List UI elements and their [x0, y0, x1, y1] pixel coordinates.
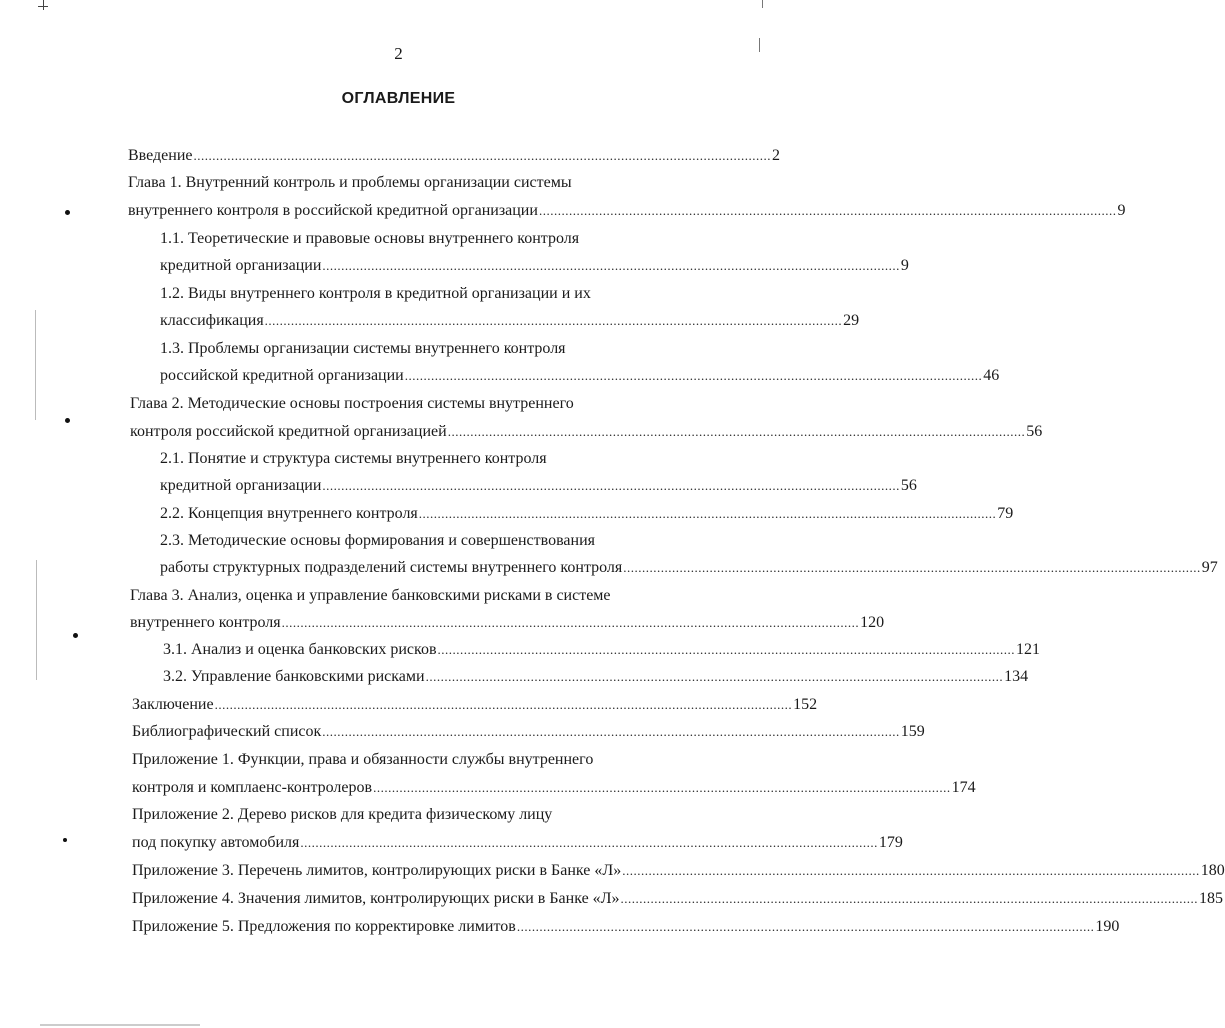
toc-entry-title: Приложение 3. Перечень лимитов, контролирующих риски в Банке «Л»: [132, 862, 622, 879]
toc-entry-title: 2.3. Методические основы формирования и совершенствования: [160, 532, 596, 549]
dot-leader: ..........................................................................................................................................................: [447, 424, 1026, 439]
toc-entry-title: Приложение 1. Функции, права и обязанности службы внутреннего: [132, 751, 594, 768]
dot-leader: ..........................................................................................................................................................: [322, 724, 900, 739]
toc-page-number: 185: [1199, 890, 1224, 907]
toc-page-number: 56: [900, 477, 917, 494]
toc-page-number: 152: [793, 696, 818, 713]
toc-page-number: 29: [843, 312, 860, 329]
toc-entry-title-cont: классификация: [160, 312, 264, 329]
dot-leader: ..........................................................................................................................................................: [404, 368, 983, 383]
scan-speck: [65, 210, 70, 215]
toc-page-number: 179: [878, 834, 903, 851]
toc-page-number: 79: [997, 505, 1014, 522]
dot-leader: ..........................................................................................................................................................: [622, 863, 1200, 878]
toc-entry-title: 3.2. Управление банковскими рисками: [163, 668, 425, 685]
toc-entry-title: 2.1. Понятие и структура системы внутреннего контроля: [160, 450, 547, 467]
scan-edge-line: [759, 38, 760, 52]
toc-page-number: 174: [951, 779, 976, 796]
scan-speck: [73, 633, 78, 638]
toc-page-number: 56: [1026, 423, 1043, 440]
toc-entry-title: 1.3. Проблемы организации системы внутреннего контроля: [160, 340, 566, 357]
toc-entry-title-cont: под покупку автомобиля: [132, 834, 300, 851]
dot-leader: ..........................................................................................................................................................: [516, 919, 1095, 934]
dot-leader: ..........................................................................................................................................................: [264, 313, 843, 328]
scan-speck: [63, 838, 67, 842]
toc-entry-title: 3.1. Анализ и оценка банковских рисков: [163, 641, 437, 658]
toc-entry-title: Введение: [128, 147, 193, 164]
dot-leader: ..........................................................................................................................................................: [437, 642, 1015, 657]
page-title: ОГЛАВЛЕНИЕ: [341, 90, 456, 107]
dot-leader: ..........................................................................................................................................................: [425, 669, 1004, 684]
dot-leader: ..........................................................................................................................................................: [538, 203, 1117, 218]
toc-entry-title: Приложение 5. Предложения по корректировке лимитов: [132, 918, 516, 935]
scan-edge-line: [35, 310, 36, 420]
dot-leader: ..........................................................................................................................................................: [418, 506, 997, 521]
toc-page-number: 46: [983, 367, 1000, 384]
toc-page-number: 9: [1117, 202, 1126, 219]
scan-edge-mark: [40, 1024, 200, 1026]
page-number: 2: [394, 44, 403, 63]
toc-entry-title: Приложение 4. Значения лимитов, контролирующих риски в Банке «Л»: [132, 890, 620, 907]
toc-entry-title: Заключение: [132, 696, 214, 713]
toc-entry-title-cont: контроля российской кредитной организацией: [130, 423, 447, 440]
dot-leader: ..........................................................................................................................................................: [373, 780, 951, 795]
toc-page-number: 2: [772, 147, 780, 164]
toc-page-number: 134: [1004, 668, 1029, 685]
scan-edge-line: [36, 560, 37, 680]
toc-entry-title-cont: российской кредитной организации: [160, 367, 404, 384]
scan-edge-mark: [43, 0, 44, 10]
toc-entry-title-cont: внутреннего контроля: [130, 614, 281, 631]
toc-page-number: 121: [1016, 641, 1040, 658]
toc-entry-title: Глава 2. Методические основы построения системы внутреннего: [130, 395, 574, 412]
toc-entry-title-cont: кредитной организации: [160, 257, 322, 274]
toc-entry-title: Библиографический список: [132, 723, 322, 740]
dot-leader: ..........................................................................................................................................................: [623, 560, 1201, 575]
dot-leader: ..........................................................................................................................................................: [300, 835, 878, 850]
dot-leader: ..........................................................................................................................................................: [322, 258, 900, 273]
toc-entry-title: 1.2. Виды внутреннего контроля в кредитной организации и их: [160, 285, 591, 302]
toc-entry-title-cont: контроля и комплаенс-контролеров: [132, 779, 373, 796]
toc-entry-title: Приложение 2. Дерево рисков для кредита физическому лицу: [132, 806, 553, 823]
dot-leader: ..........................................................................................................................................................: [620, 891, 1199, 906]
dot-leader: ..........................................................................................................................................................: [281, 615, 860, 630]
toc-entry-title-cont: внутреннего контроля в российской кредитной организации: [128, 202, 538, 219]
toc-page-number: 9: [900, 257, 909, 274]
toc-page-number: 159: [900, 723, 925, 740]
toc-page-number: 97: [1201, 559, 1218, 576]
toc-entry-title: Глава 1. Внутренний контроль и проблемы организации системы: [128, 174, 572, 191]
toc-entry-title: Глава 3. Анализ, оценка и управление банковскими рисками в системе: [130, 587, 611, 604]
dot-leader: ..........................................................................................................................................................: [322, 478, 900, 493]
toc-entry-title: 1.1. Теоретические и правовые основы внутреннего контроля: [160, 230, 580, 247]
scan-edge-line: [762, 0, 763, 8]
dot-leader: ..........................................................................................................................................................: [193, 148, 771, 163]
scan-speck: [65, 418, 70, 423]
toc-page-number: 120: [860, 614, 885, 631]
toc-entry-title-cont: кредитной организации: [160, 477, 322, 494]
toc-entry-title-cont: работы структурных подразделений системы внутреннего контроля: [160, 559, 623, 576]
toc-page-number: 180: [1200, 862, 1225, 879]
toc-entry-title: 2.2. Концепция внутреннего контроля: [160, 505, 418, 522]
dot-leader: ..........................................................................................................................................................: [214, 697, 793, 712]
toc-page-number: 190: [1095, 918, 1120, 935]
